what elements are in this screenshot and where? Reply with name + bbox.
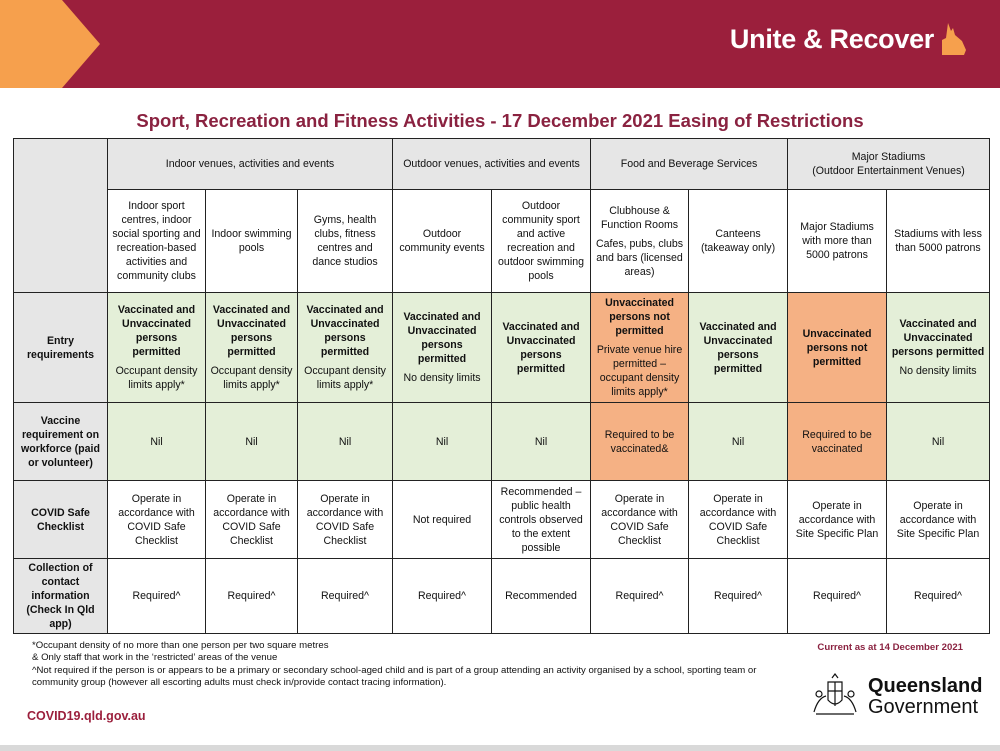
government-wordmark: Queensland Government	[868, 675, 983, 718]
contact-cell: Required^	[206, 559, 298, 634]
contact-cell: Recommended	[492, 559, 591, 634]
entry-cell: Unvaccinated persons not permitted Private venue hire permitted – occupant density limits apply*	[591, 293, 689, 403]
checklist-cell: Operate in accordance with COVID Safe Checklist	[108, 481, 206, 559]
header-banner	[0, 0, 1000, 88]
entry-cell: Vaccinated and Unvaccinated persons permitted No density limits	[393, 293, 492, 403]
entry-cell: Vaccinated and Unvaccinated persons permitted No density limits	[887, 293, 990, 403]
column-header: Stadiums with less than 5000 patrons	[887, 190, 990, 293]
checklist-cell: Operate in accordance with COVID Safe Checklist	[206, 481, 298, 559]
column-header: Outdoor community events	[393, 190, 492, 293]
entry-cell: Vaccinated and Unvaccinated persons permitted Occupant density limits apply*	[108, 293, 206, 403]
vaccine-cell: Nil	[108, 403, 206, 481]
vaccine-cell: Nil	[689, 403, 788, 481]
group-header: Major Stadiums (Outdoor Entertainment Venues)	[788, 139, 990, 190]
footnotes	[32, 640, 772, 690]
contact-cell: Required^	[108, 559, 206, 634]
checklist-cell: Operate in accordance with COVID Safe Checklist	[689, 481, 788, 559]
contact-cell: Required^	[788, 559, 887, 634]
entry-cell: Vaccinated and Unvaccinated persons permitted	[492, 293, 591, 403]
footnote-exemption: ^Not required if the person is or appears to be a primary or secondary school-aged child and is part of a group attending an activity organised by a school, sporting team or community group (however all escorting adults must check in/provide contact tracing information).	[32, 664, 757, 689]
vaccine-cell: Nil	[887, 403, 990, 481]
checklist-cell: Recommended – public health controls observed to the extent possible	[492, 481, 591, 559]
contact-cell: Required^	[393, 559, 492, 634]
contact-cell: Required^	[591, 559, 689, 634]
footnote-density: *Occupant density of no more than one person per two square metres	[32, 640, 329, 651]
group-header: Indoor venues, activities and events	[108, 139, 393, 190]
contact-cell: Required^	[887, 559, 990, 634]
column-header: Major Stadiums with more than 5000 patrons	[788, 190, 887, 293]
column-header: Outdoor community sport and active recreation and outdoor swimming pools	[492, 190, 591, 293]
group-header: Outdoor venues, activities and events	[393, 139, 591, 190]
entry-cell: Unvaccinated persons not permitted	[788, 293, 887, 403]
brand-logo	[730, 22, 968, 56]
corner-cell	[14, 139, 108, 293]
column-header: Indoor swimming pools	[206, 190, 298, 293]
queensland-crest-icon	[808, 672, 862, 722]
checklist-cell: Operate in accordance with COVID Safe Checklist	[591, 481, 689, 559]
banner-arrow-body	[0, 0, 62, 88]
checklist-cell: Not required	[393, 481, 492, 559]
government-logo	[808, 672, 982, 722]
queensland-map-icon	[940, 22, 968, 56]
row-label-entry: Entry requirements	[14, 293, 108, 403]
vaccine-cell: Nil	[393, 403, 492, 481]
vaccine-cell: Nil	[492, 403, 591, 481]
checklist-cell: Operate in accordance with COVID Safe Checklist	[298, 481, 393, 559]
checklist-cell: Operate in accordance with Site Specific Plan	[788, 481, 887, 559]
entry-cell: Vaccinated and Unvaccinated persons permitted	[689, 293, 788, 403]
bottom-strip	[0, 745, 1000, 751]
restrictions-table	[13, 138, 990, 634]
brand-text: Unite & Recover	[729, 23, 934, 54]
row-label-checklist: COVID Safe Checklist	[14, 481, 108, 559]
entry-cell: Vaccinated and Unvaccinated persons permitted Occupant density limits apply*	[206, 293, 298, 403]
group-header: Food and Beverage Services	[591, 139, 788, 190]
column-header: Gyms, health clubs, fitness centres and dance studios	[298, 190, 393, 293]
column-header: Canteens (takeaway only)	[689, 190, 788, 293]
vaccine-cell: Required to be vaccinated&	[591, 403, 689, 481]
website-link[interactable]: COVID19.qld.gov.au	[27, 709, 146, 723]
vaccine-cell: Required to be vaccinated	[788, 403, 887, 481]
row-label-vaccine: Vaccine requirement on workforce (paid or volunteer)	[14, 403, 108, 481]
vaccine-cell: Nil	[206, 403, 298, 481]
contact-cell: Required^	[689, 559, 788, 634]
column-header: Clubhouse & Function Rooms Cafes, pubs, clubs and bars (licensed areas)	[591, 190, 689, 293]
banner-arrow-tip	[62, 0, 100, 88]
row-label-contact: Collection of contact information (Check In Qld app)	[14, 559, 108, 634]
checklist-cell: Operate in accordance with Site Specific Plan	[887, 481, 990, 559]
column-header: Indoor sport centres, indoor social sporting and recreation-based activities and community clubs	[108, 190, 206, 293]
footnote-staff: & Only staff that work in the ‘restricted’ areas of the venue	[32, 652, 278, 664]
page-title: Sport, Recreation and Fitness Activities - 17 December 2021 Easing of Restrictions	[136, 110, 864, 131]
entry-cell: Vaccinated and Unvaccinated persons permitted Occupant density limits apply*	[298, 293, 393, 403]
vaccine-cell: Nil	[298, 403, 393, 481]
current-date: Current as at 14 December 2021	[817, 642, 963, 653]
contact-cell: Required^	[298, 559, 393, 634]
